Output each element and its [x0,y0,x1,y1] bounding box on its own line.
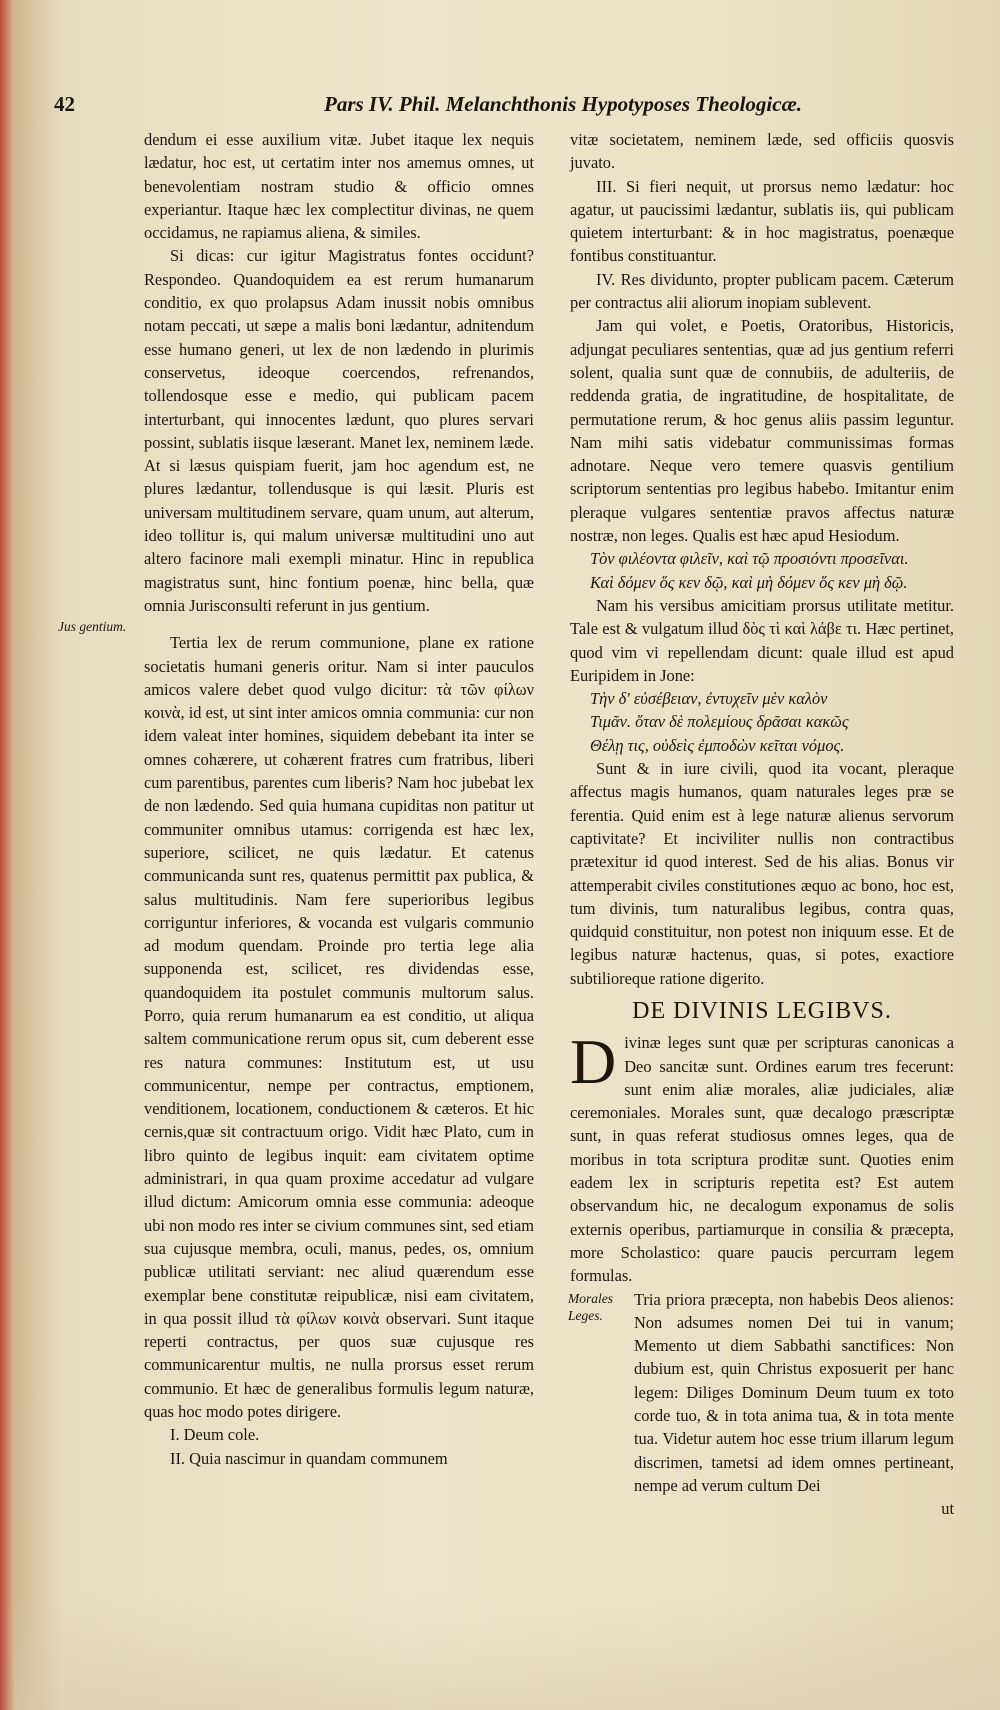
law-item: III. Si fieri nequit, ut prorsus nemo lædatur: hoc agatur, ut paucissimi lædantur, sublatis iis, qui publicam quietem interturbant: & in hoc magistratus, poenæque fontibus constituantur. [570,176,954,266]
book-page [14,0,1000,1710]
greek-verse: Τιμᾶν. ὅταν δὲ πολεμίους δρᾶσαι κακῶς [590,712,849,732]
page-edge [0,0,14,1710]
paragraph: Nam his versibus amicitiam prorsus utilitate metitur. Tale est & vulgatum illud δὸς τὶ καὶ λάβε τι. Hæc pertinet, quod vim vi repellendam dicunt: quale illud est apud Euripidem in Jone: [570,595,954,685]
greek-verse: Τὴν δ' εὐσέβειαν, ἐντυχεῖν μὲν καλὸν [590,689,828,709]
paragraph: Jam qui volet, e Poetis, Oratoribus, Historicis, adjungat peculiares sententias, quæ ad jus gentium referri solent, qualia sunt quæ de connubiis, de adulteriis, de reddenda gratia, de ingratitudine, de hospitalitate, de permutatione rerum, & hoc genus aliis passim leguntur. Nam mihi satis videbatur communissimas formas adnotare. Neque vero temere quasvis gentilium scriptorum sententias pro legibus habebo. Imitantur enim pleraque vulgares sententiæ pravos affectus naturæ nostræ, non leges. Qualis est hæc apud Hesiodum. [570,316,954,546]
margin-note-jus-gentium: Jus gentium. [58,619,127,634]
law-item: I. Deum cole. [170,1425,260,1445]
running-header [54,92,984,128]
right-column [570,128,954,1521]
catchword: ut [941,1499,954,1519]
page-shadow [14,1590,1000,1710]
margin-note-morales-leges: Morales Leges. [568,1290,613,1323]
running-title: Pars IV. Phil. Melanchthonis Hypotyposes Theologicæ. [324,92,802,116]
paragraph: dendum ei esse auxilium vitæ. Jubet itaque lex nequis lædatur, hoc est, ut certatim inter nos amemus omnes, ut benevolentiam nostram studio & officio omnes experiantur. Itaque hæc lex complectitur divinas, ne quem occidamus, ne rapiamus aliena, & similes. [144,130,534,243]
section-heading: DE DIVINIS LEGIBVS. [632,997,892,1024]
paragraph-text: ivinæ leges sunt quæ per scripturas canonicas a Deo sancitæ sunt. Ordines earum tres fecerunt: sunt enim aliæ morales, aliæ judiciales, aliæ ceremoniales. Morales sunt, quæ decalogo præscriptæ sunt, in quas referat studiosus omnes leges, qua de moribus in tota scriptura proditæ sunt. Quoties enim eadem lex in scripturis repetita est? Est autem observandum hic, ne decalogum exponamus de solis externis operibus, partiamurque in consilia & præcepta, more Scholastico: quare paucis percurram legem formulas. [570,1033,954,1286]
law-item: II. Quia nascimur in quandam communem [170,1448,448,1468]
greek-verse: Καὶ δόμεν ὅς κεν δῷ, καὶ μὴ δόμεν ὅς κεν μὴ δῷ. [590,572,908,592]
page-number: 42 [54,92,75,116]
greek-verse: Θέλῃ τις, οὐδεὶς ἐμποδὼν κεῖται νόμος. [590,735,845,755]
law-item: IV. Res dividunto, propter publicam pacem. Cæterum per contractus alii aliorum inopiam sublevent. [570,269,954,313]
paragraph [570,1026,954,1287]
paragraph: Sunt & in iure civili, quod ita vocant, pleraque affectus magis humanos, quam naturales leges præ se ferentia. Quid enim est à lege naturæ alienus servorum captivitate? Et inciviliter nullis non contractibus prætexitur id quod interest. Sed de his alias. Bonus vir attemperabit civiles constitutiones æquo ac bono, hoc est, tum divinis, tum naturalibus legibus, contra quas, quidquid constituitur, non potest non iniquum esse. Et de legibus naturæ hactenus, quas, si potes, exactiore subtilioreque ratione digerito. [570,759,954,988]
paragraph: vitæ societatem, neminem læde, sed officiis quosvis juvato. [570,130,954,173]
paragraph: Tria priora præcepta, non habebis Deos alienos: Non adsumes nomen Dei tui in vanum; Memento ut diem Sabbathi sanctifices: Non dubium est, quin Christus exposuerit per hanc legem: Diliges Dominum Deum tuum ex toto corde tuo, & in tota anima tua, & in tota mente tua. Videtur autem hoc esse trium illarum legum discrimen, tametsi ad idem omnes pertineant, nempe ad verum cultum Dei [634,1289,954,1495]
paragraph: Si dicas: cur igitur Magistratus fontes occidunt? Respondeo. Quandoquidem ea est rerum humanarum conditio, ex quo prolapsus Adam inussit nobis omnibus notam peccati, ut sæpe a malis boni lædantur, adnitendum esse humano generi, ut lex de non lædendo in plurimis conservetus, ideoque coercendos, refrenandos, tollendosque esse e medio, qui publicam pacem interturbant, qui innocentes lædunt, quo plures servari possint, sublatis iisque læserant. Manet lex, neminem læde. At si læsus quispiam fuerit, jam hoc agendum est, ne plures lædantur, tollendusque is qui læsit. Pluris est universam multitudinem servare, quam unum, aut alterum, ideo tollitur is, qui malum universæ multitudini uno aut altero facinore mali exempli minatur. Hinc in republica magistratus sunt, hinc fontium poenæ, hinc bella, quæ omnia Jurisconsulti referunt in jus gentium. [144,246,534,615]
paragraph: Tertia lex de rerum communione, plane ex ratione societatis humani generis oritur. Nam si inter pauculos amicos valere debet quod vulgo dicitur: τὰ τῶν φίλων κοινὰ, id est, ut sint inter amicos omnia communia: cur non idem valeat inter homines, siquidem debebant ita inter se omnes cohærere, ut cohærent fratres cum fratribus, liberi cum parentibus, parentes cum liberis? Nam hoc jubebat lex de non lædendo. Sed quia humana cupiditas non patitur ut communiter omnibus utamus: corrigenda est hæc lex, superiore, scilicet, ne quis lædatur. Et catenus communicanda sunt res, quatenus permittit pax publica, & salus multitudinis. Nam fere superioribus legibus corriguntur inferiores, & vocanda est vulgaris communio ad modum quendam. Proinde pro tertia lege alia supponenda est, scilicet, res dividendas esse, quandoquidem ita postulet communis multorum salus. Porro, quia rerum humanarum ea est conditio, ut aliqua saltem communicatione rerum opus sit, cum deberent esse res natura communes: Institutum est, ut usu communicentur, nempe per contractus, emptionem, venditionem, locationem, conductionem & cæteros. Et hic cernis,quæ sit contractuum origo. Vidit hæc Plato, cum in libro quinto de legibus inquit: eam civitatem optime administrari, in qua quam proxime accedatur ad vulgare illud dictum: Amicorum omnia esse communia: adeoque ubi non modo res inter se civium communes sint, sed etiam sua cujusque membra, oculi, manus, pedes, os, omnium publicæ utilitati serviant: nec aliud quærendum esse exemplar bene constitutæ reipublicæ, nisi eam civitatem, in qua possit illud τὰ φίλων κοινὰ observari. Sunt itaque reperti contractus, per quos suæ cujusque res communicarentur multis, ne nulla prorsus esset rerum communio. Et hæc de generalibus formulis legum naturæ, quas hoc modo potes dirigere. [144,633,534,1422]
morales-block [570,1288,954,1498]
left-column [144,128,534,1470]
drop-cap: D [570,1026,617,1098]
greek-verse: Τὸν φιλέοντα φιλεῖν, καὶ τῷ προσιόντι προσεῖναι. [590,549,909,569]
